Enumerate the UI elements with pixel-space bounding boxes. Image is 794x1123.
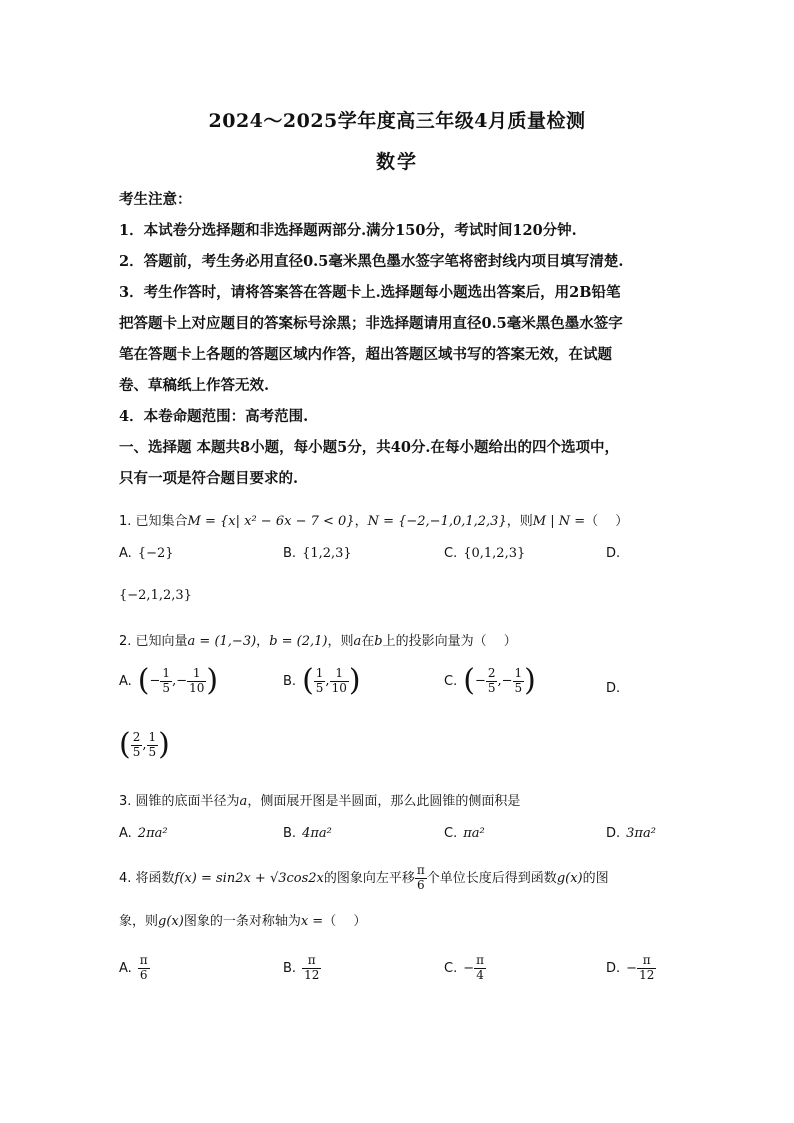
notice-item: 笔在答题卡上各题的答题区域内作答，超出答题区域书写的答案无效，在试题 [119,346,612,363]
set-n: N = {−2,−1,0,1,2,3} [367,514,507,529]
function-f: f(x) = sin2x + √3cos2x [174,870,324,886]
exam-title: 2024～2025学年度高三年级4月质量检测 [208,110,586,132]
exam-subject: 数学 [375,151,418,173]
section-heading-cont: 只有一项是符合题目要求的. [119,470,299,487]
question-4-cont: 象，则g(x)图象的一条对称轴为x =（ ） [119,914,367,929]
q3-option-b[interactable]: B. 4πa² [283,826,332,841]
q1-option-a[interactable]: A. {−2} [119,546,174,561]
notice-item: 2．答题前，考生务必用直径0.5毫米黑色墨水签字笔将密封线内项目填写清楚. [119,253,624,270]
notice-item: 把答题卡上对应题目的答案标号涂黑；非选择题请用直径0.5毫米黑色墨水签字 [119,315,623,332]
notice-item: 4．本卷命题范围：高考范围. [119,408,309,425]
question-3: 3. 圆锥的底面半径为a，侧面展开图是半圆面，那么此圆锥的侧面积是 [119,794,521,809]
q4-option-d[interactable]: D. − $\frac{\pi}{12}$ [606,953,655,982]
q2-option-a[interactable]: A. (− $\frac{1}{5}$ ,− $\frac{1}{10}$ ) [119,663,219,698]
vector-a: a = (1,−3) [187,634,257,649]
q3-option-c[interactable]: C. πa² [444,826,485,841]
q1-option-d[interactable]: {−2,1,2,3} [119,588,192,603]
question-1: 1. 已知集合M = {x| x² − 6x − 7 < 0}，N = {−2,−1,0,1,2,3}，则M | N =（ ） [119,514,629,529]
q4-option-c[interactable]: C. − $\frac{\pi}{4}$ [444,953,485,982]
vector-b: b = (2,1) [269,634,328,649]
notice-item: 3．考生作答时，请将答案答在答题卡上.选择题每小题选出答案后，用2B铅笔 [119,284,621,301]
q1-option-b[interactable]: B. {1,2,3} [283,546,352,561]
section-heading: 一、选择题 本题共8小题，每小题5分，共40分.在每小题给出的四个选项中， [119,439,619,456]
set-m: M = {x| x² − 6x − 7 < 0} [187,514,355,529]
q4-option-b[interactable]: B. $\frac{\pi}{12}$ [283,953,320,982]
q3-option-d[interactable]: D. 3πa² [606,826,656,841]
q2-option-d[interactable]: ( $\frac{2}{5}$ , $\frac{1}{5}$ ) [119,727,170,762]
q2-option-b[interactable]: B. ( $\frac{1}{5}$ , $\frac{1}{10}$ ) [283,663,361,698]
question-4: 4. 将函数f(x) = sin2x + √3cos2x的图象向左平移 $\frac{\pi}{6}$ 个单位长度后得到函数g(x)的图 [119,863,609,892]
q3-option-a[interactable]: A. 2πa² [119,826,168,841]
q1-option-c[interactable]: C. {0,1,2,3} [444,546,526,561]
notice-heading: 考生注意： [119,191,192,208]
set-expr: M | N = [532,514,586,529]
q2-option-c[interactable]: C. (− $\frac{2}{5}$ ,− $\frac{1}{5}$ ) [444,663,536,698]
q4-option-a[interactable]: A. $\frac{\pi}{6}$ [119,953,148,982]
notice-item: 1．本试卷分选择题和非选择题两部分.满分150分，考试时间120分钟. [119,222,577,239]
question-2: 2. 已知向量a = (1,−3)，b = (2,1)，则a在b上的投影向量为（ ） [119,634,517,649]
q1-option-d-label[interactable]: D. [606,546,621,561]
q2-option-d-label[interactable]: D. [606,681,621,696]
notice-item: 卷、草稿纸上作答无效. [119,377,270,394]
